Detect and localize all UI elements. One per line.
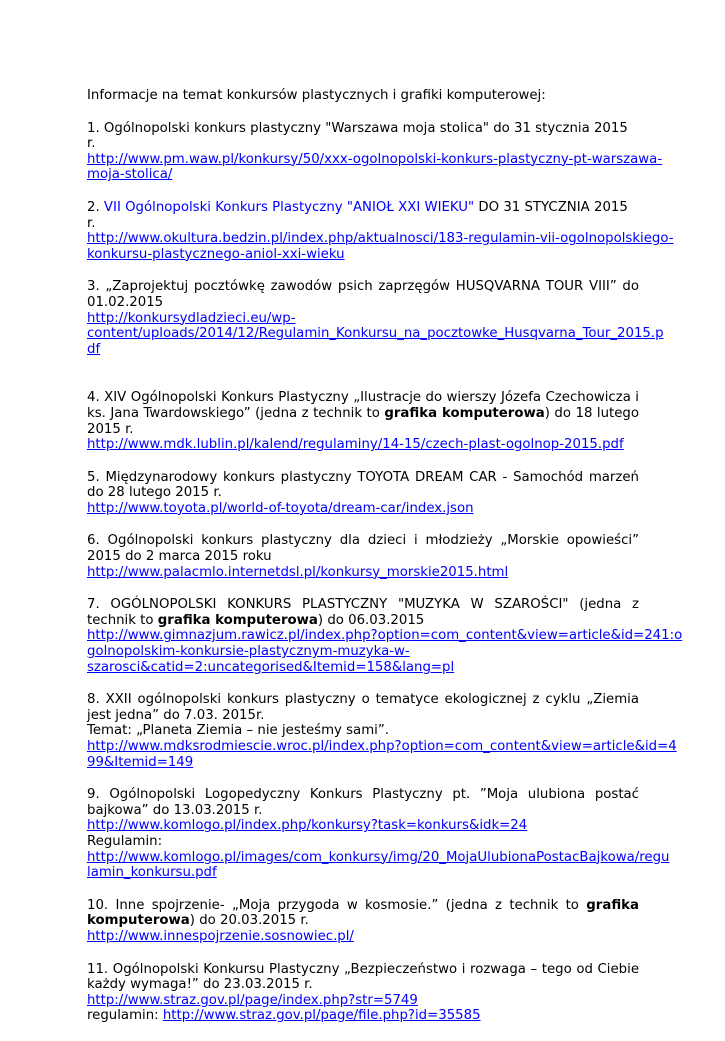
contest-item-6 bbox=[87, 533, 639, 580]
contest-link-line[interactable]: http://konkursydladzieci.eu/wp- bbox=[87, 310, 296, 326]
contest-text-part: 10. Inne spojrzenie- „Moja przygoda w kosmosie.” (jedna z technik to bbox=[87, 897, 587, 913]
contest-deadline: DO 31 STYCZNIA 2015 r. bbox=[87, 199, 628, 231]
technique-highlight: grafika komputerowa bbox=[87, 897, 639, 929]
contest-text bbox=[87, 390, 639, 437]
contest-item-3 bbox=[87, 279, 664, 357]
contest-link-line[interactable]: szarosci&catid=2:uncategorised&Itemid=158&lang=pl bbox=[87, 659, 455, 675]
contest-item-8 bbox=[87, 692, 677, 770]
contest-link-line[interactable]: http://www.palacmlo.internetdsl.pl/konkursy_morskie2015.html bbox=[87, 564, 509, 580]
contest-deadline: ) do 20.03.2015 r. bbox=[189, 913, 309, 929]
rules-link-line[interactable]: http://www.komlogo.pl/images/com_konkursy/img/20_MojaUlubionaPostacBajkowa/regu bbox=[87, 849, 670, 865]
contest-link-line[interactable]: konkursu-plastycznego-aniol-xxi-wieku bbox=[87, 246, 345, 262]
contest-link-line[interactable]: http://www.pm.waw.pl/konkursy/50/xxx-ogolnopolski-konkurs-plastyczny-pt-warszawa- bbox=[87, 151, 663, 167]
contest-item-5 bbox=[87, 470, 639, 517]
contest-link-line[interactable]: moja-stolica/ bbox=[87, 167, 173, 183]
contest-deadline: ) do 18 lutego 2015 r. bbox=[87, 405, 639, 437]
rules-label: regulamin: bbox=[87, 1008, 163, 1024]
contest-item-4 bbox=[87, 390, 639, 452]
contest-text: 8. XXII ogólnopolski konkurs plastyczny o tematyce ekologicznej z cyklu „Ziemia jest jedna” do 7.03. 2015r. bbox=[87, 692, 639, 723]
contest-item-10 bbox=[87, 898, 639, 945]
contest-link-line[interactable]: http://www.komlogo.pl/index.php/konkursy?task=konkurs&idk=24 bbox=[87, 818, 528, 834]
contest-number: 2. bbox=[87, 199, 104, 215]
contest-link-line[interactable]: http://www.straz.gov.pl/page/index.php?str=5749 bbox=[87, 992, 418, 1008]
contest-link-line[interactable]: http://www.mdk.lublin.pl/kalend/regulaminy/14-15/czech-plast-ogolnop-2015.pdf bbox=[87, 437, 624, 453]
contest-text bbox=[87, 200, 639, 231]
contest-link-line[interactable]: http://www.gimnazjum.rawicz.pl/index.php?option=com_content&view=article&id=241:o bbox=[87, 628, 683, 644]
contest-item-2 bbox=[87, 199, 674, 262]
contest-text-part: 7. OGÓLNOPOLSKI KONKURS PLASTYCZNY "MUZYKA W SZAROŚCI" (jedna z technik to bbox=[87, 597, 639, 628]
contest-text: 3. „Zaprojektuj pocztówkę zawodów psich zaprzęgów HUSQVARNA TOUR VIII” do 01.02.2015 bbox=[87, 279, 639, 310]
contest-link-line[interactable]: golnopolskim-konkursie-plastycznym-muzyka-w- bbox=[87, 644, 410, 660]
contest-deadline: ) do 06.03.2015 bbox=[317, 612, 425, 628]
contest-link-line[interactable]: 99&Itemid=149 bbox=[87, 754, 194, 770]
contest-text-part: 4. XIV Ogólnopolski Konkurs Plastyczny „Ilustracje do wierszy Józefa Czechowicza i ks. Jana Twardowskiego” (jedna z technik to bbox=[87, 390, 639, 421]
contest-item-1 bbox=[87, 120, 663, 183]
contest-link-line[interactable]: df bbox=[87, 341, 101, 357]
contest-link-line[interactable]: http://www.mdksrodmiescie.wroc.pl/index.php?option=com_content&view=article&id=4 bbox=[87, 739, 677, 754]
technique-highlight: grafika komputerowa bbox=[157, 612, 318, 628]
contest-text bbox=[87, 898, 639, 929]
contest-link-line[interactable]: http://www.toyota.pl/world-of-toyota/dream-car/index.json bbox=[87, 500, 474, 516]
contest-text: 6. Ogólnopolski konkurs plastyczny dla dzieci i młodzieży „Morskie opowieści” 2015 do 2 marca 2015 roku bbox=[87, 533, 639, 565]
contest-text: 1. Ogólnopolski konkurs plastyczny "Warszawa moja stolica" do 31 stycznia 2015 r. bbox=[87, 120, 628, 152]
contest-item-7 bbox=[87, 597, 683, 675]
document-body bbox=[87, 88, 683, 1041]
technique-highlight: grafika komputerowa bbox=[384, 405, 545, 421]
rules-link[interactable]: http://www.straz.gov.pl/page/file.php?id=35585 bbox=[162, 1008, 481, 1024]
contest-text bbox=[87, 597, 639, 628]
contest-title: VII Ogólnopolski Konkurs Plastyczny "ANIOŁ XXI WIEKU" bbox=[103, 199, 475, 215]
rules-label: Regulamin: bbox=[87, 833, 163, 849]
contest-item-9 bbox=[87, 787, 670, 881]
contest-theme: Temat: „Planeta Ziemia – nie jesteśmy sami”. bbox=[87, 723, 389, 739]
contest-text: 9. Ogólnopolski Logopedyczny Konkurs Plastyczny pt. ”Moja ulubiona postać bajkowa” do 13.03.2015 r. bbox=[87, 787, 639, 818]
contest-text: 5. Międzynarodowy konkurs plastyczny TOYOTA DREAM CAR - Samochód marzeń do 28 lutego 2015 r. bbox=[87, 469, 639, 501]
contest-link-line[interactable]: http://www.innespojrzenie.sosnowiec.pl/ bbox=[87, 928, 354, 944]
contest-link-line[interactable]: content/uploads/2014/12/Regulamin_Konkursu_na_pocztowke_Husqvarna_Tour_2015.p bbox=[87, 326, 664, 342]
rules-link-line[interactable]: lamin_konkursu.pdf bbox=[87, 865, 217, 881]
contest-link-line[interactable]: http://www.okultura.bedzin.pl/index.php/aktualnosci/183-regulamin-vii-ogolnopolskiego- bbox=[87, 231, 674, 247]
contest-item-11 bbox=[87, 962, 639, 1024]
intro-text: Informacje na temat konkursów plastycznych i grafiki komputerowej: bbox=[87, 88, 546, 103]
contest-text: 11. Ogólnopolski Konkursu Plastyczny „Bezpieczeństwo i rozwaga – tego od Ciebie każdy wymaga!” do 23.03.2015 r. bbox=[87, 961, 639, 993]
rules-line bbox=[87, 1008, 639, 1024]
